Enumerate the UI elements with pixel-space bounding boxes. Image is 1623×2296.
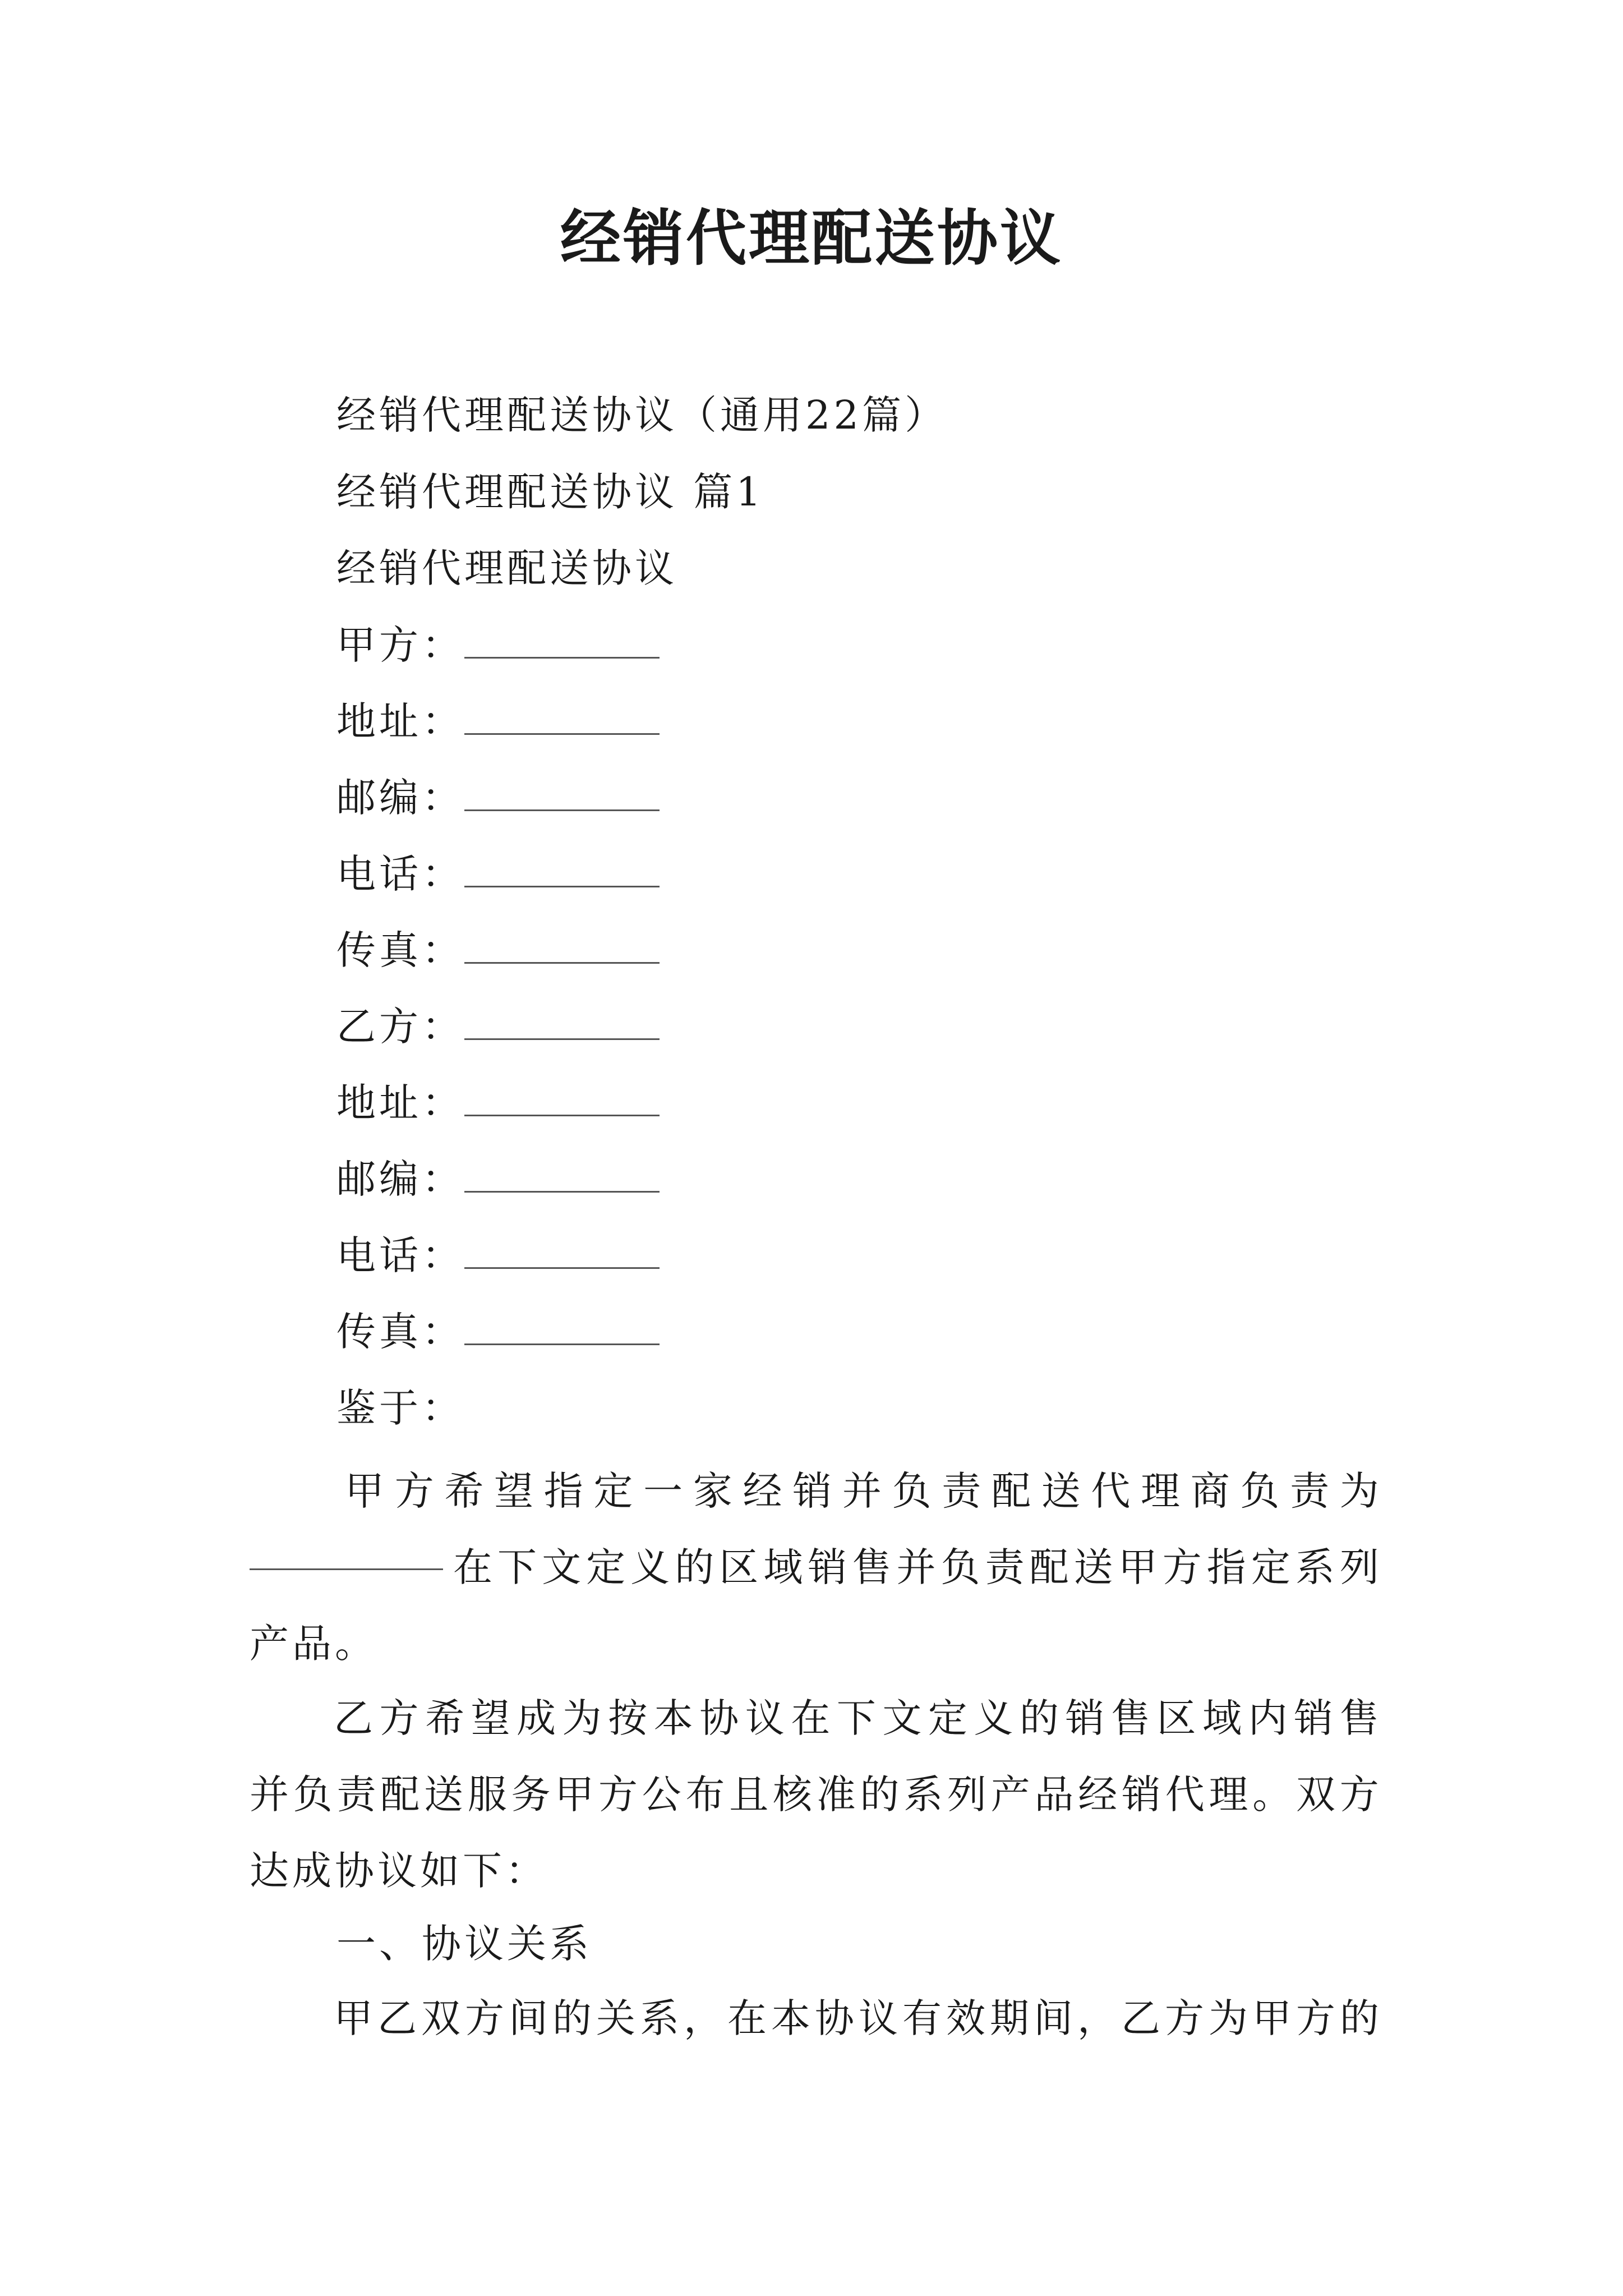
- clause-1-paragraph: [250, 1980, 1382, 2056]
- party-b-blank: [464, 999, 660, 1040]
- paragraph-line: 乙 方 希 望 成 为 按 本 协 议 在 下 文 定 义 的 销 售 区 域 内 销 售: [334, 1695, 1382, 1741]
- paragraph-line: 甲 方 希 望 指 定 一 家 经 销 并 负 责 配 送 代 理 商 负 责 为: [345, 1468, 1382, 1514]
- party-a-postcode-field: [336, 770, 660, 826]
- agreement-name: 经销代理配送协议: [336, 545, 677, 591]
- clause-1-heading: 一、协议关系: [336, 1921, 592, 1967]
- party-a-label: 甲方：: [336, 622, 464, 668]
- party-a-address-label: 地址：: [336, 698, 464, 744]
- party-b-fax-label: 传真：: [336, 1309, 464, 1355]
- whereas-paragraph-1: [250, 1453, 1382, 1682]
- party-b-postcode-label: 邮编：: [336, 1156, 464, 1202]
- party-b-label: 乙方：: [336, 1004, 464, 1050]
- party-a-fax-label: 传真：: [336, 927, 464, 973]
- party-a-field: [336, 617, 660, 673]
- paragraph-line: 并 负 责 配 送 服 务 甲 方 公 布 且 核 准 的 系 列 产 品 经 销 代 理 。 双 方: [250, 1772, 1382, 1818]
- party-a-phone-blank: [464, 846, 660, 887]
- party-a-postcode-blank: [464, 770, 660, 811]
- party-a-postcode-label: 邮编：: [336, 775, 464, 821]
- document-title: 经销代理配送协议: [560, 203, 1063, 274]
- party-a-address-blank: [464, 694, 660, 735]
- party-b-fax-blank: [464, 1304, 660, 1345]
- whereas-paragraph-2: [250, 1680, 1382, 1909]
- party-b-phone-blank: [464, 1228, 660, 1269]
- party-a-blank: [464, 618, 660, 659]
- party-a-fax-blank: [464, 923, 660, 964]
- party-b-field: [336, 999, 660, 1055]
- paragraph-line-with-blank: [250, 1529, 1382, 1605]
- party-b-postcode-field: [336, 1151, 660, 1207]
- party-b-postcode-blank: [464, 1152, 660, 1193]
- party-a-phone-field: [336, 846, 660, 902]
- party-b-address-label: 地址：: [336, 1080, 464, 1126]
- product-name-blank: [250, 1529, 443, 1570]
- party-b-phone-label: 电话：: [336, 1232, 464, 1278]
- paragraph-line-text: 在 下 文 定 义 的 区 域 销 售 并 负 责 配 送 甲 方 指 定 系 列: [453, 1544, 1382, 1590]
- party-b-address-blank: [464, 1075, 660, 1116]
- paragraph-line: 达成协议如下：: [250, 1848, 548, 1894]
- party-a-phone-label: 电话：: [336, 851, 464, 897]
- party-a-address-field: [336, 693, 660, 749]
- party-b-phone-field: [336, 1227, 660, 1283]
- section-heading: 经销代理配送协议 篇1: [336, 469, 764, 515]
- paragraph-line: 甲 乙 双 方 间 的 关 系 ， 在 本 协 议 有 效 期 间 ， 乙 方 为 甲 方 的: [334, 1995, 1382, 2041]
- paragraph-line: 产品。: [250, 1621, 377, 1667]
- party-b-address-field: [336, 1075, 660, 1131]
- whereas-label: 鉴于：: [336, 1385, 464, 1431]
- document-subtitle: 经销代理配送协议（通用22篇）: [336, 392, 948, 438]
- party-a-fax-field: [336, 922, 660, 978]
- party-b-fax-field: [336, 1304, 660, 1360]
